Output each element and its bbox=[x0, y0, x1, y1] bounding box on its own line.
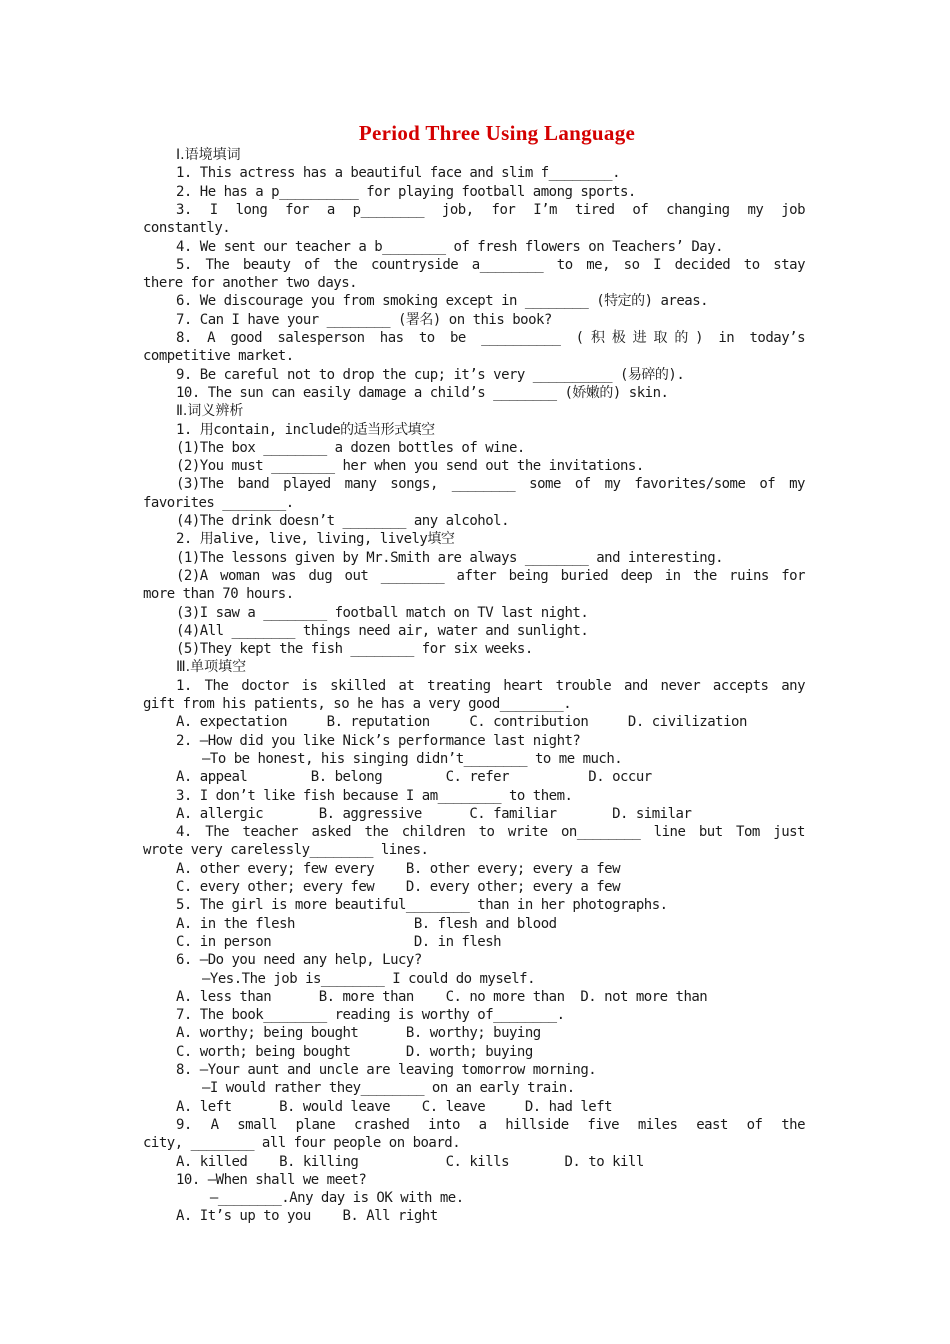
text-line: (2)You must ________ her when you send out the invitations. bbox=[176, 458, 644, 475]
text-line: C. worth; being bought D. worth; buying bbox=[176, 1043, 533, 1060]
text-line: 7. The book________ reading is worthy of________. bbox=[176, 1007, 565, 1024]
section-heading: Ⅱ.词义辨析 bbox=[176, 403, 244, 420]
text-line: 10. The sun can easily damage a child’s ________ (娇嫩的) skin. bbox=[176, 384, 669, 401]
text-line: (1)The lessons given by Mr.Smith are always ________ and interesting. bbox=[176, 549, 724, 566]
text-line: A. It’s up to you B. All right bbox=[176, 1208, 438, 1225]
text-line: 2. —How did you like Nick’s performance last night? bbox=[176, 732, 581, 749]
text-line: (5)They kept the fish ________ for six weeks. bbox=[176, 641, 533, 658]
section-heading: Ⅰ.语境填词 bbox=[176, 147, 241, 163]
text-line: C. every other; every few D. every other; every a few bbox=[176, 879, 621, 895]
text-line: —To be honest, his singing didn’t________ to me much. bbox=[202, 750, 623, 767]
text-line: 4. The teacher asked the children to write on________ line but Tom just bbox=[176, 824, 805, 841]
text-line: favorites ________. bbox=[143, 494, 294, 511]
text-line: gift from his patients, so he has a very good________. bbox=[143, 696, 572, 712]
text-line: (3)I saw a ________ football match on TV last night. bbox=[176, 604, 589, 621]
text-line: 2. 用alive, live, living, lively填空 bbox=[176, 531, 455, 548]
text-line: 7. Can I have your ________ (署名) on this book? bbox=[176, 311, 552, 328]
text-line: A. killed B. killing C. kills D. to kill bbox=[176, 1153, 644, 1170]
text-line: A. worthy; being bought B. worthy; buying bbox=[176, 1025, 541, 1042]
text-line: city, ________ all four people on board. bbox=[143, 1135, 461, 1152]
text-line: 9. Be careful not to drop the cup; it’s very __________ (易碎的). bbox=[176, 366, 685, 383]
text-line: A. less than B. more than C. no more than D. not more than bbox=[176, 988, 708, 1005]
text-line: 8. —Your aunt and uncle are leaving tomorrow morning. bbox=[176, 1062, 597, 1078]
text-line: 10. —When shall we meet? bbox=[176, 1171, 367, 1188]
text-line: 1. The doctor is skilled at treating heart trouble and never accepts any bbox=[176, 677, 805, 694]
text-line: —Yes.The job is________ I could do myself. bbox=[202, 970, 536, 987]
text-line: 9. A small plane crashed into a hillside five miles east of the bbox=[176, 1116, 805, 1133]
text-line: 5. The girl is more beautiful________ than in her photographs. bbox=[176, 897, 668, 914]
text-line: 6. —Do you need any help, Lucy? bbox=[176, 952, 422, 969]
text-line: A. allergic B. aggressive C. familiar D. similar bbox=[176, 805, 692, 822]
text-line: there for another two days. bbox=[143, 275, 358, 292]
text-line: C. in person D. in flesh bbox=[176, 933, 502, 950]
text-line: A. expectation B. reputation C. contribution D. civilization bbox=[176, 714, 747, 731]
text-line: A. other every; few every B. other every; every a few bbox=[176, 860, 621, 877]
text-line: wrote very carelessly________ lines. bbox=[143, 842, 429, 859]
text-line: A. appeal B. belong C. refer D. occur bbox=[176, 769, 652, 786]
text-line: 3. I don’t like fish because I am________ to them. bbox=[176, 787, 573, 804]
text-line: —________.Any day is OK with me. bbox=[202, 1190, 464, 1207]
text-line: (4)The drink doesn’t ________ any alcohol. bbox=[176, 513, 510, 529]
text-line: 3. I long for a p________ job, for I’m tired of changing my job bbox=[176, 201, 805, 218]
text-line: more than 70 hours. bbox=[143, 586, 294, 603]
text-line: 2. He has a p__________ for playing football among sports. bbox=[176, 183, 636, 200]
text-line: 8. A good salesperson has to be __________ (积极进取的) in today’s bbox=[176, 330, 805, 346]
text-line: A. left B. would leave C. leave D. had left bbox=[176, 1098, 613, 1115]
text-line: —I would rather they________ on an early train. bbox=[202, 1080, 575, 1097]
text-line: (3)The band played many songs, ________ some of my favorites/some of my bbox=[176, 476, 805, 493]
section-heading: Ⅲ.单项填空 bbox=[176, 659, 247, 676]
text-line: (4)All ________ things need air, water and sunlight. bbox=[176, 622, 589, 639]
text-line: competitive market. bbox=[143, 348, 294, 365]
text-line: (2)A woman was dug out ________ after being buried deep in the ruins for bbox=[176, 567, 805, 584]
text-line: 5. The beauty of the countryside a________ to me, so I decided to stay bbox=[176, 256, 805, 273]
page-title: Period Three Using Language bbox=[358, 121, 636, 145]
text-line: constantly. bbox=[143, 220, 231, 237]
text-line: 4. We sent our teacher a b________ of fresh flowers on Teachers’ Day. bbox=[176, 238, 724, 255]
text-line: (1)The box ________ a dozen bottles of wine. bbox=[176, 439, 525, 456]
text-line: 6. We discourage you from smoking except in ________ (特定的) areas. bbox=[176, 293, 709, 310]
text-line: 1. 用contain, include的适当形式填空 bbox=[176, 421, 435, 438]
text-line: 1. This actress has a beautiful face and slim f________. bbox=[176, 165, 621, 182]
text-line: A. in the flesh B. flesh and blood bbox=[176, 915, 557, 932]
